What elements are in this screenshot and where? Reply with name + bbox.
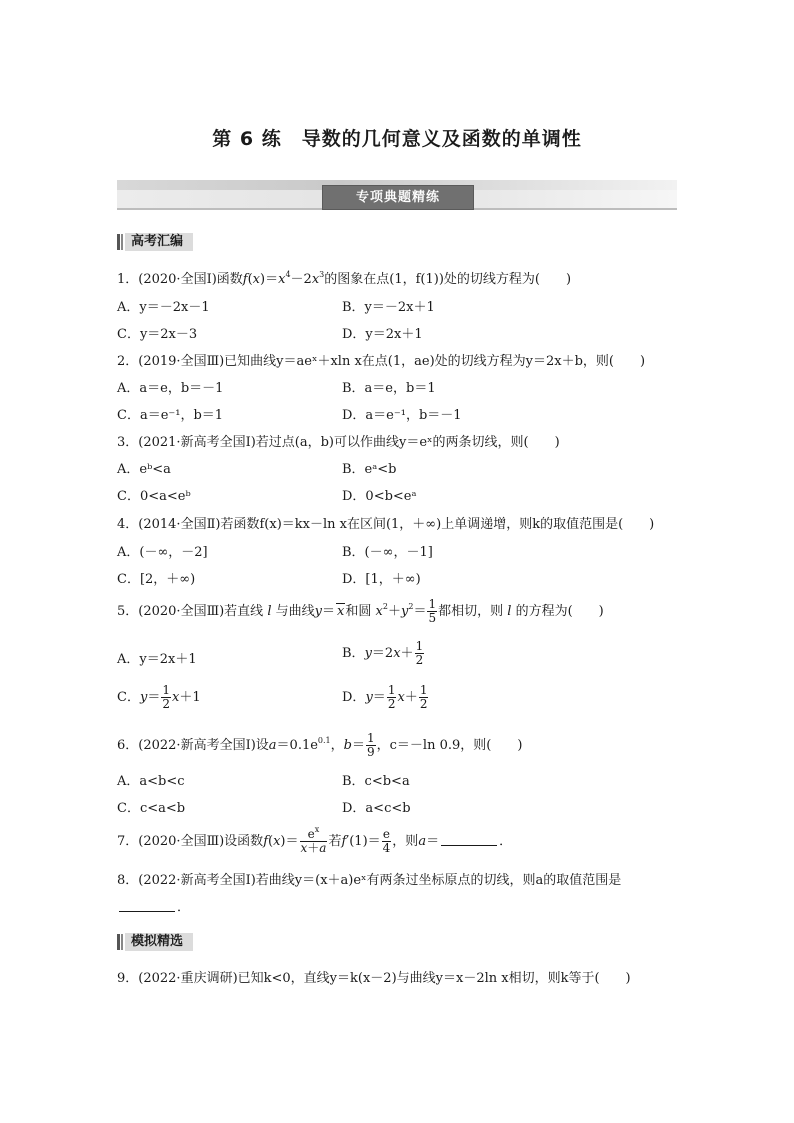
question-stem: 和圆 <box>345 604 372 619</box>
question-5: 5．(2020·全国Ⅲ)若直线 l 与曲线y＝ x和圆 $x^2+y^2=$ $\frac{1}{5}$ 都相切，则 l 的方程为( ) <box>117 597 604 625</box>
option-d: D．0<b<eᵃ <box>342 489 417 504</box>
question-stem: (2021·新高考全国Ⅰ)若过点(a，b)可以作曲线y＝eˣ的两条切线，则( ) <box>138 435 560 450</box>
option-b: B．y＝－2x＋1 <box>342 300 435 315</box>
question-stem: 的图象在点(1，f(1))处的切线方程为( ) <box>324 272 572 287</box>
section-title: 高考汇编 <box>125 233 193 251</box>
option-c: C．y＝ $\frac{1}{2}$ x＋1 <box>117 683 201 711</box>
section-title: 模拟精选 <box>125 933 193 951</box>
option-b: B．c<b<a <box>342 774 410 789</box>
question-number: 8． <box>117 873 139 888</box>
option-b: B．y＝2x＋ $\frac{1}{2}$ <box>342 639 424 667</box>
page-title: 第 6 练 导数的几何意义及函数的单调性 <box>212 128 582 150</box>
option-d: D．[1，＋∞) <box>342 572 421 587</box>
option-d: D．y＝2x＋1 <box>342 327 423 342</box>
question-number: 3． <box>117 435 139 450</box>
fraction: $\frac{1}{5}$ <box>428 597 437 625</box>
section-marker <box>121 934 123 950</box>
question-4 <box>117 513 654 532</box>
answer-blank[interactable] <box>119 899 175 912</box>
question-1: 1．(2020·全国Ⅰ)函数$f(x)=x^4-2x^3$的图象在点(1，f(1))处的切线方程为( ) <box>117 270 572 287</box>
question-number: 7． <box>117 834 139 849</box>
question-number: 5． <box>117 604 139 619</box>
section-banner <box>117 180 677 210</box>
option-a: A．a<b<c <box>117 774 185 789</box>
question-stem: 的方程为( ) <box>515 604 604 619</box>
question-stem: ． <box>499 834 513 849</box>
question-source: (2020·全国Ⅰ)函数 <box>138 272 243 287</box>
option-a: A．(－∞，－2] <box>117 545 208 560</box>
question-stem: (2014·全国Ⅱ)若函数f(x)＝kx－ln x在区间(1，＋∞)上单调递增，则k的取值范围是( ) <box>138 517 655 532</box>
option-a: A．eᵇ<a <box>117 462 171 477</box>
option-a: A．a＝e，b＝－1 <box>117 381 224 396</box>
section-header-moni <box>117 932 193 952</box>
option-d: D．a＝e⁻¹，b＝－1 <box>342 408 462 423</box>
question-number: 2． <box>117 354 139 369</box>
option-c: C．a＝e⁻¹，b＝1 <box>117 408 224 423</box>
question-8 <box>117 869 621 888</box>
question-source: (2020·全国Ⅲ)若直线 <box>138 604 264 619</box>
question-stem: (2019·全国Ⅲ)已知曲线y＝aeˣ＋xln x在点(1，ae)处的切线方程为y＝2x＋b，则( ) <box>138 354 646 369</box>
option-a: A．y＝－2x－1 <box>117 300 210 315</box>
question-stem: 与曲线 <box>275 604 315 619</box>
banner-label: 专项典题精练 <box>322 185 474 210</box>
question-stem: 都相切，则 <box>438 604 504 619</box>
fraction: $\frac{e^x}{x+a}$ <box>300 825 327 855</box>
question-source: (2022·新高考全国Ⅰ)设 <box>138 738 269 753</box>
section-marker <box>121 234 123 250</box>
question-number: 9． <box>117 971 139 986</box>
question-source: (2020·全国Ⅲ)设函数 <box>138 834 264 849</box>
question-6: 6．(2022·新高考全国Ⅰ)设$a=0.1e^{0.1}$，b＝ $\frac{1}{9}$ ，c＝－ln 0.9，则( ) <box>117 731 523 759</box>
fraction: $\frac{e}{4}$ <box>382 827 391 855</box>
question-stem: (2022·重庆调研)已知k<0，直线y＝k(x－2)与曲线y＝x－2ln x相切，则k等于( ) <box>138 971 631 986</box>
question-number: 6． <box>117 738 139 753</box>
option-c: C．[2，＋∞) <box>117 572 196 587</box>
question-stem: ，则 <box>392 834 419 849</box>
question-8-answer-line <box>117 896 190 915</box>
question-stem: ，c＝－ln 0.9，则( ) <box>376 738 523 753</box>
section-header-gaokao <box>117 232 193 252</box>
option-d: D．a<c<b <box>342 801 411 816</box>
question-2 <box>117 350 645 369</box>
option-b: B．eᵃ<b <box>342 462 397 477</box>
option-c: C．c<a<b <box>117 801 186 816</box>
option-c: C．y＝2x－3 <box>117 327 198 342</box>
option-a: A．y＝2x＋1 <box>117 652 197 667</box>
option-b: B．(－∞，－1] <box>342 545 433 560</box>
question-stem: (2022·新高考全国Ⅰ)若曲线y＝(x＋a)eˣ有两条过坐标原点的切线，则a的取值范围是 <box>138 873 622 888</box>
option-d: D．y＝ $\frac{1}{2}$ x＋ $\frac{1}{2}$ <box>342 683 428 711</box>
question-number: 4． <box>117 517 139 532</box>
question-stem: 若 <box>328 834 342 849</box>
answer-blank[interactable] <box>441 833 497 846</box>
question-stem: ． <box>177 900 191 915</box>
fraction: $\frac{1}{9}$ <box>367 731 375 759</box>
section-marker <box>117 934 120 950</box>
option-c: C．0<a<eᵇ <box>117 489 191 504</box>
question-number: 1． <box>117 272 139 287</box>
question-7: 7．(2020·全国Ⅲ)设函数f(x)＝ $\frac{e^x}{x+a}$ 若f′(1)＝ $\frac{e}{4}$ ，则a＝ ． <box>117 825 513 855</box>
question-9 <box>117 967 631 986</box>
question-3 <box>117 431 560 450</box>
option-b: B．a＝e，b＝1 <box>342 381 436 396</box>
section-marker <box>117 234 120 250</box>
